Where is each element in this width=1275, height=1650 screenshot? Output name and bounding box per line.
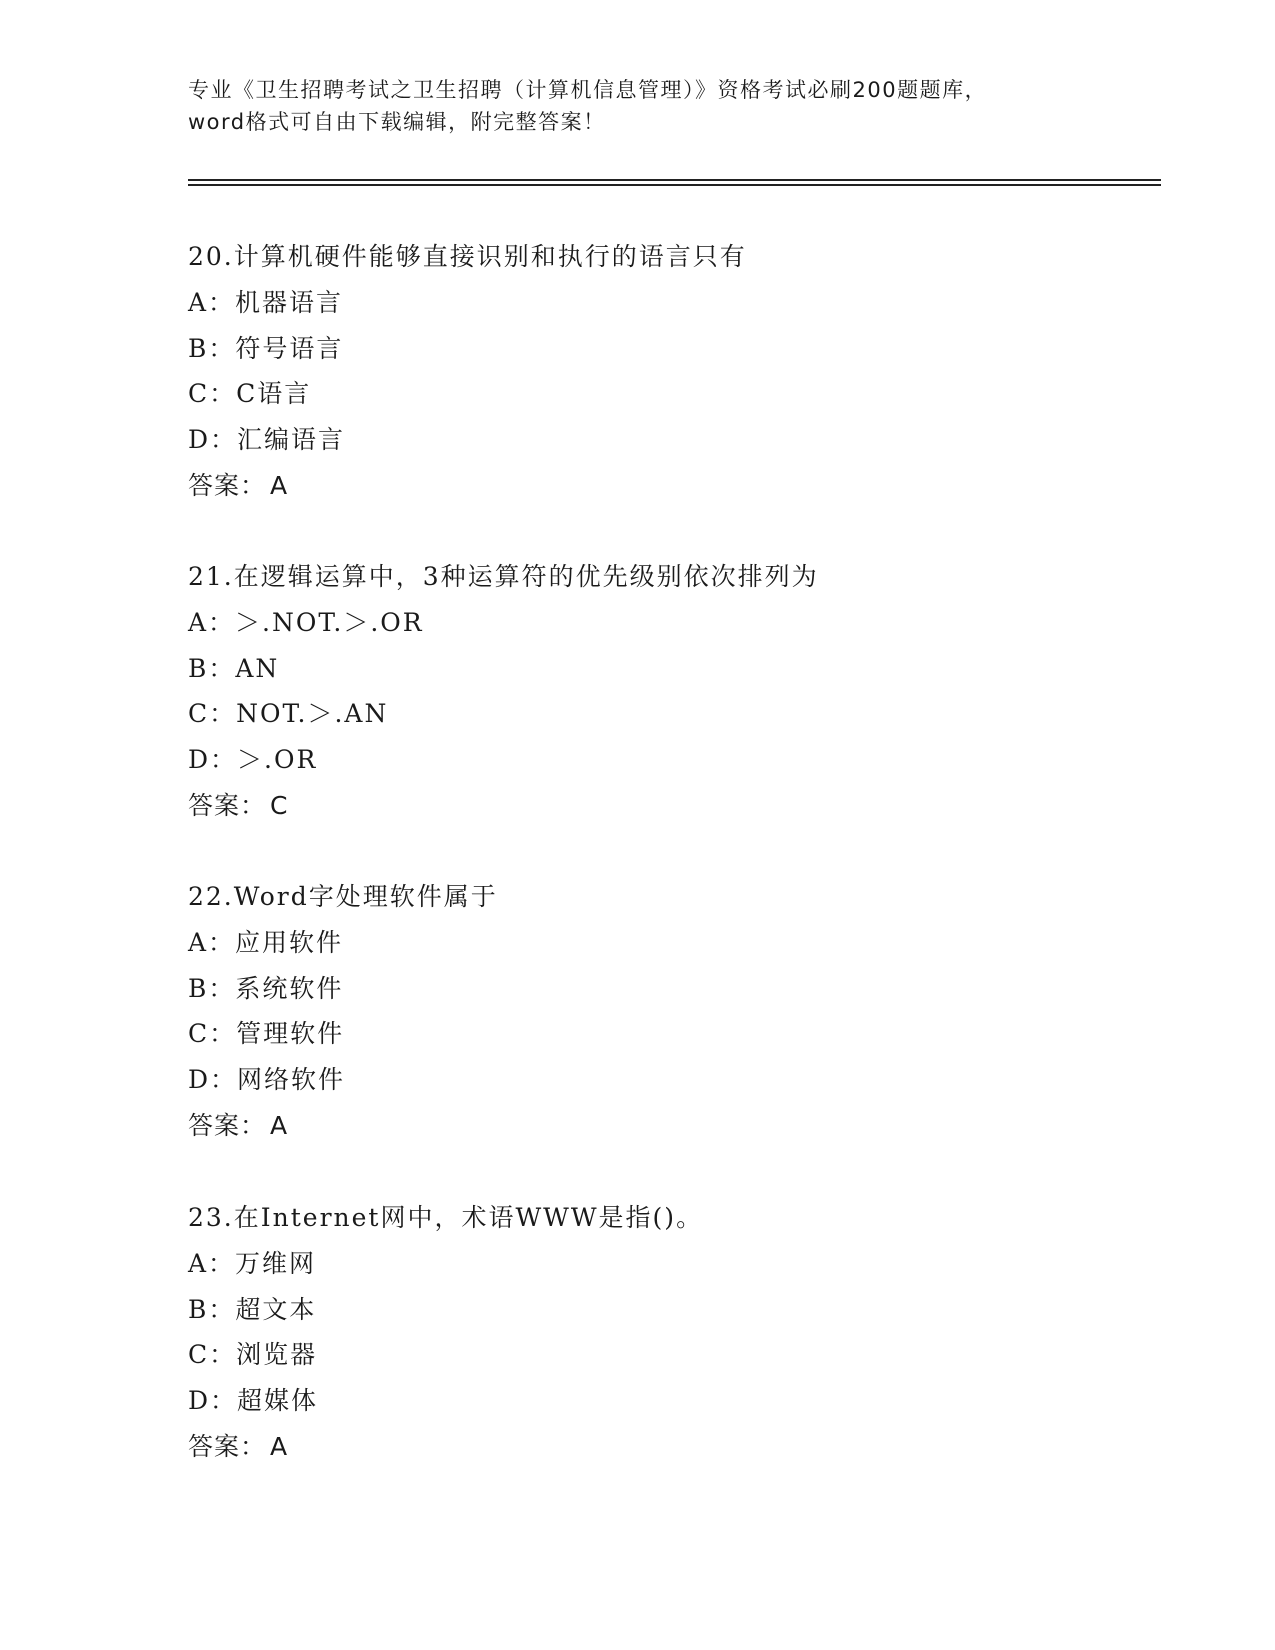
option-d: D：＞.OR: [188, 745, 318, 775]
option-b: B：超文本: [188, 1294, 317, 1324]
option-c: C：C语言: [188, 379, 312, 409]
answer-value: A: [270, 470, 289, 500]
question-21: [188, 554, 1168, 829]
question-22: [188, 874, 1168, 1149]
question-stem: 21.在逻辑运算中，3种运算符的优先级别依次排列为: [188, 562, 819, 591]
answer-label: 答案：: [188, 470, 267, 500]
option-d: D：超媒体: [188, 1386, 319, 1416]
question-20: [188, 234, 1168, 509]
answer-label: 答案：: [188, 1431, 267, 1461]
option-c: C：NOT.＞.AN: [188, 699, 389, 729]
option-b: B：系统软件: [188, 973, 344, 1003]
question-stem: 22.Word字处理软件属于: [188, 882, 498, 911]
header-divider-bottom: [188, 184, 1161, 186]
answer-line: [188, 783, 1168, 829]
answer-value: C: [270, 790, 289, 820]
document-header: [188, 74, 1088, 138]
option-a: A：应用软件: [188, 927, 344, 957]
header-line-2: word格式可自由下载编辑，附完整答案！: [188, 110, 606, 134]
question-23: [188, 1195, 1168, 1470]
option-b: B：符号语言: [188, 333, 344, 363]
option-a: A：万维网: [188, 1248, 317, 1278]
option-a: A：机器语言: [188, 287, 344, 317]
option-c: C：浏览器: [188, 1340, 318, 1370]
answer-label: 答案：: [188, 1110, 267, 1140]
answer-label: 答案：: [188, 790, 267, 820]
answer-line: [188, 1103, 1168, 1149]
option-c: C：管理软件: [188, 1019, 345, 1049]
header-divider-top: [188, 179, 1161, 181]
option-d: D：汇编语言: [188, 425, 346, 455]
option-b: B：AN: [188, 653, 280, 683]
answer-line: [188, 463, 1168, 509]
option-d: D：网络软件: [188, 1065, 346, 1095]
question-stem: 20.计算机硬件能够直接识别和执行的语言只有: [188, 242, 747, 271]
answer-line: [188, 1424, 1168, 1470]
option-a: A：＞.NOT.＞.OR: [188, 607, 424, 637]
answer-value: A: [270, 1110, 289, 1140]
header-line-1: 专业《卫生招聘考试之卫生招聘（计算机信息管理）》资格考试必刷200题题库，: [188, 78, 988, 102]
answer-value: A: [270, 1431, 289, 1461]
question-stem: 23.在Internet网中，术语WWW是指()。: [188, 1203, 704, 1232]
